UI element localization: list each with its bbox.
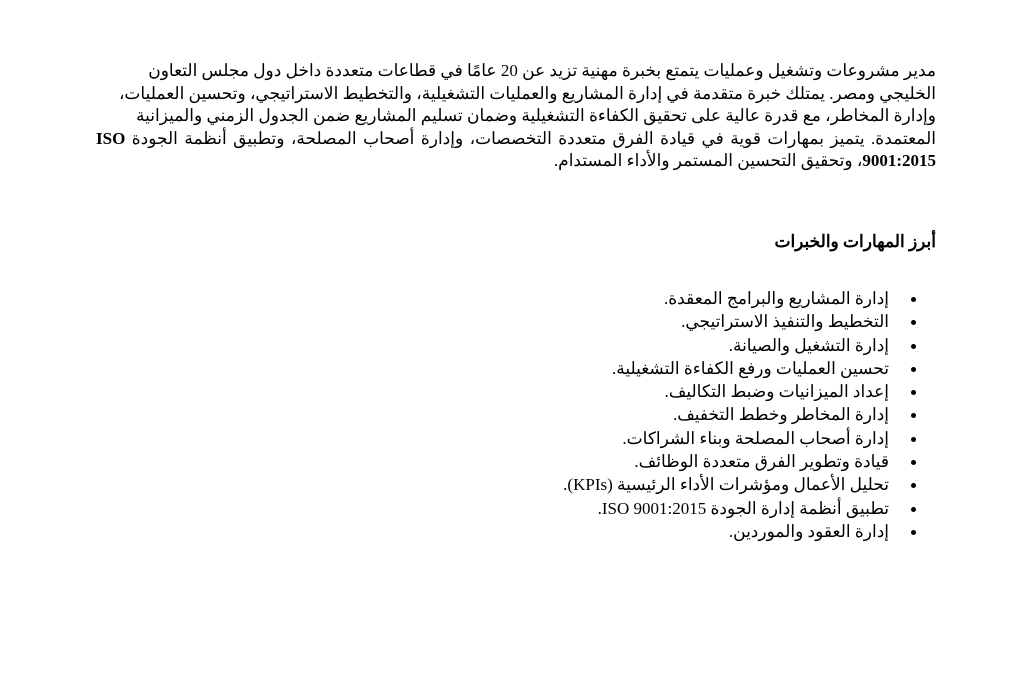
skill-text: إدارة أصحاب المصلحة وبناء الشراكات. bbox=[622, 428, 889, 448]
skill-text: قيادة وتطوير الفرق متعددة الوظائف. bbox=[634, 452, 889, 472]
bullet-icon bbox=[911, 390, 916, 395]
skill-text: إدارة المشاريع والبرامج المعقدة. bbox=[664, 289, 889, 308]
bullet-icon bbox=[911, 437, 916, 442]
list-item bbox=[563, 380, 936, 403]
bullet-icon bbox=[911, 344, 916, 349]
skill-text: تحليل الأعمال ومؤشرات الأداء الرئيسية (KPIs). bbox=[563, 475, 889, 495]
bullet-icon bbox=[911, 297, 916, 302]
list-item bbox=[563, 450, 936, 473]
iso-standard: ISO 9001:2015 bbox=[96, 128, 936, 171]
bullet-icon bbox=[911, 367, 916, 372]
list-item bbox=[563, 310, 936, 333]
skill-text: إدارة التشغيل والصيانة. bbox=[728, 335, 889, 355]
skill-text: تطبيق أنظمة إدارة الجودة ISO 9001:2015. bbox=[597, 498, 889, 518]
bullet-icon bbox=[911, 507, 916, 512]
summary-line-2: الخليجي ومصر. يمتلك خبرة متقدمة في إدارة المشاريع والعمليات التشغيلية، والتخطيط الاستراتيجي، وتحسين العمليات، bbox=[118, 83, 936, 103]
list-item bbox=[563, 357, 936, 380]
skill-text: إدارة العقود والموردين. bbox=[728, 521, 889, 541]
list-item bbox=[563, 427, 936, 450]
list-item bbox=[563, 497, 936, 520]
skill-text: إعداد الميزانيات وضبط التكاليف. bbox=[664, 382, 889, 402]
list-item bbox=[563, 334, 936, 357]
summary-ending: ، وتحقيق التحسين المستمر والأداء المستدام. bbox=[553, 151, 863, 171]
bullet-icon bbox=[911, 530, 916, 535]
professional-summary bbox=[96, 60, 936, 173]
bullet-icon bbox=[911, 483, 916, 488]
list-item bbox=[563, 473, 936, 496]
summary-line-3: وإدارة المخاطر، مع قدرة عالية على تحقيق الكفاءة التشغيلية وضمان تسليم المشاريع ضمن الجدول الزمني والميزانية bbox=[136, 106, 936, 126]
skill-text: التخطيط والتنفيذ الاستراتيجي. bbox=[681, 312, 889, 332]
skills-heading: أبرز المهارات والخبرات bbox=[774, 232, 936, 251]
bullet-icon bbox=[911, 320, 916, 325]
bullet-icon bbox=[911, 413, 916, 418]
summary-line-4: المعتمدة. يتميز بمهارات قوية في قيادة الفرق متعددة التخصصات، وإدارة أصحاب المصلحة، وتطبيق أنظمة الجودة bbox=[131, 128, 937, 148]
skill-text: تحسين العمليات ورفع الكفاءة التشغيلية. bbox=[611, 358, 889, 378]
skills-list bbox=[563, 287, 936, 543]
summary-line-1: مدير مشروعات وتشغيل وعمليات يتمتع بخبرة مهنية تزيد عن 20 عامًا في قطاعات متعددة داخل دول مجلس التعاون bbox=[148, 61, 936, 80]
list-item bbox=[563, 403, 936, 426]
skill-text: إدارة المخاطر وخطط التخفيف. bbox=[672, 405, 889, 425]
list-item bbox=[563, 287, 936, 310]
bullet-icon bbox=[911, 460, 916, 465]
list-item bbox=[563, 520, 936, 543]
